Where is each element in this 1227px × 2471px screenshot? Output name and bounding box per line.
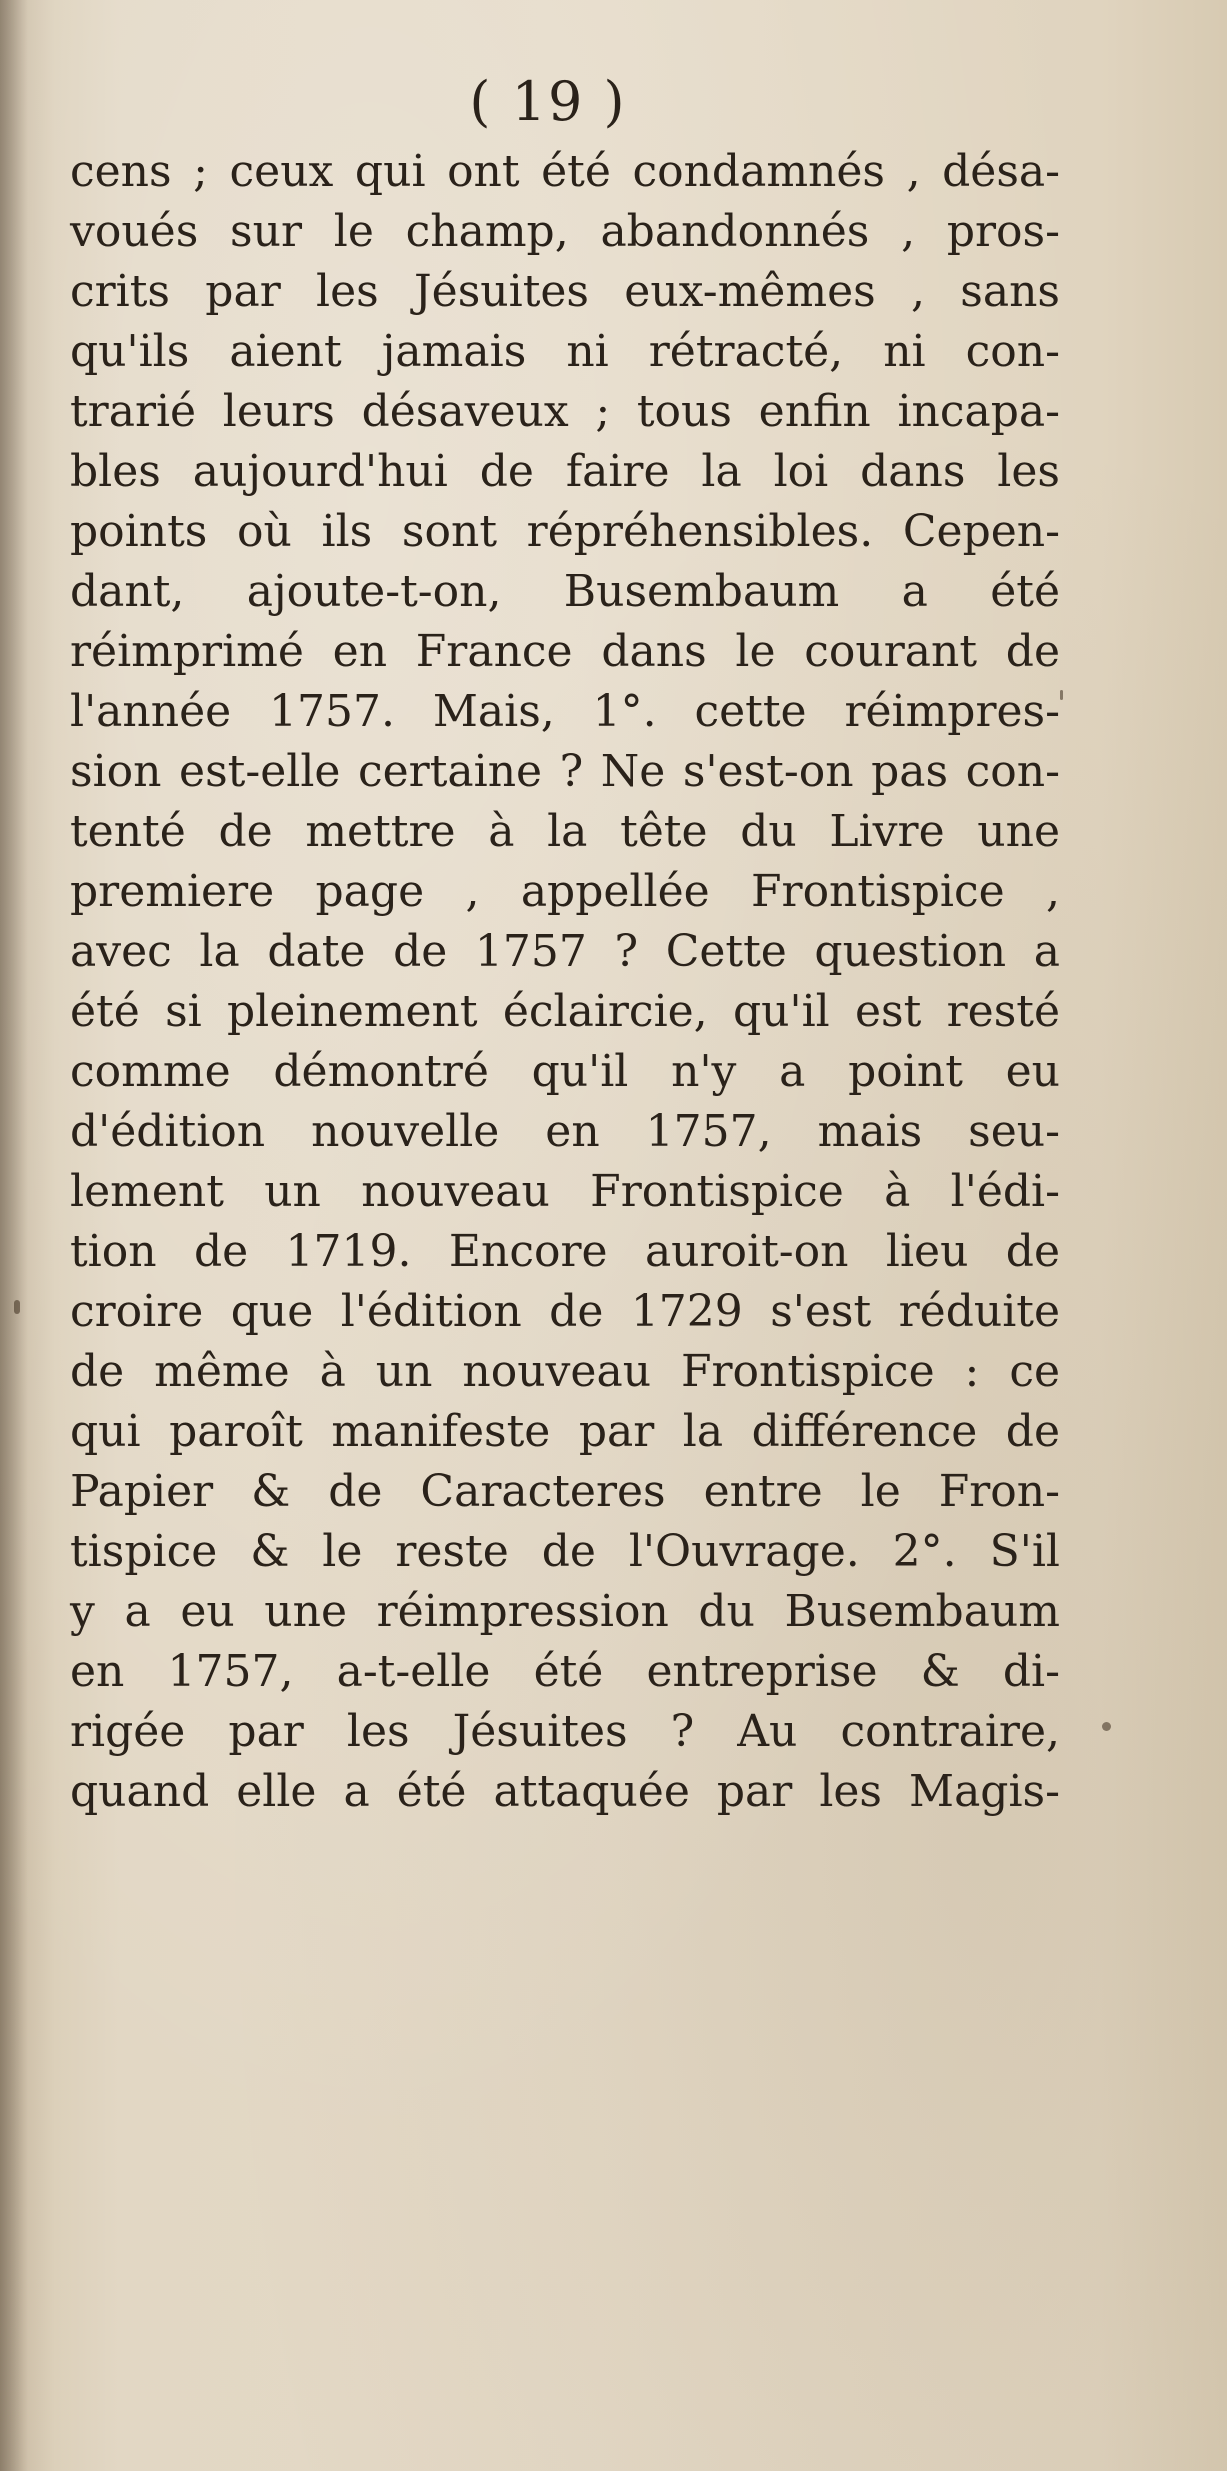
text-line: quand elle a été attaquée par les Magis- [70, 1766, 1060, 1817]
text-line: été si pleinement éclaircie, qu'il est resté [70, 986, 1060, 1037]
text-line: qui paroît manifeste par la différence de [70, 1406, 1060, 1457]
text-line: voués sur le champ, abandonnés , pros- [70, 206, 1060, 257]
text-line: croire que l'édition de 1729 s'est réduite [70, 1286, 1060, 1337]
text-line: comme démontré qu'il n'y a point eu [70, 1046, 1060, 1097]
text-line: Papier & de Caracteres entre le Fron- [70, 1466, 1060, 1517]
text-line: rigée par les Jésuites ? Au contraire, [70, 1706, 1060, 1757]
text-line: de même à un nouveau Frontispice : ce [70, 1346, 1060, 1397]
text-line: sion est-elle certaine ? Ne s'est-on pas con- [70, 746, 1060, 797]
text-line: premiere page , appellée Frontispice , [70, 866, 1060, 917]
text-line: points où ils sont répréhensibles. Cepen- [70, 506, 1060, 557]
text-line: bles aujourd'hui de faire la loi dans les [70, 446, 1060, 497]
text-line: dant, ajoute-t-on, Busembaum a été [70, 566, 1060, 617]
paper-speck [14, 1300, 20, 1314]
text-line: cens ; ceux qui ont été condamnés , désa- [70, 146, 1060, 197]
text-line: y a eu une réimpression du Busembaum [70, 1586, 1060, 1637]
paper-speck [1060, 690, 1063, 700]
text-line: lement un nouveau Frontispice à l'édi- [70, 1166, 1060, 1217]
text-line: qu'ils aient jamais ni rétracté, ni con- [70, 326, 1060, 377]
body-text [70, 142, 1060, 1822]
text-line: avec la date de 1757 ? Cette question a [70, 926, 1060, 977]
text-line: réimprimé en France dans le courant de [70, 626, 1060, 677]
paper-speck [1102, 1722, 1111, 1731]
text-line: tispice & le reste de l'Ouvrage. 2°. S'il [70, 1526, 1060, 1577]
text-line: en 1757, a-t-elle été entreprise & di- [70, 1646, 1060, 1697]
text-line: d'édition nouvelle en 1757, mais seu- [70, 1106, 1060, 1157]
text-line: tenté de mettre à la tête du Livre une [70, 806, 1060, 857]
text-line: tion de 1719. Encore auroit-on lieu de [70, 1226, 1060, 1277]
text-line: trarié leurs désaveux ; tous enfin incapa- [70, 386, 1060, 437]
gutter-shadow [0, 0, 28, 2471]
page-number: ( 19 ) [469, 70, 627, 133]
text-line: crits par les Jésuites eux-mêmes , sans [70, 266, 1060, 317]
text-line: l'année 1757. Mais, 1°. cette réimpres- [70, 686, 1060, 737]
